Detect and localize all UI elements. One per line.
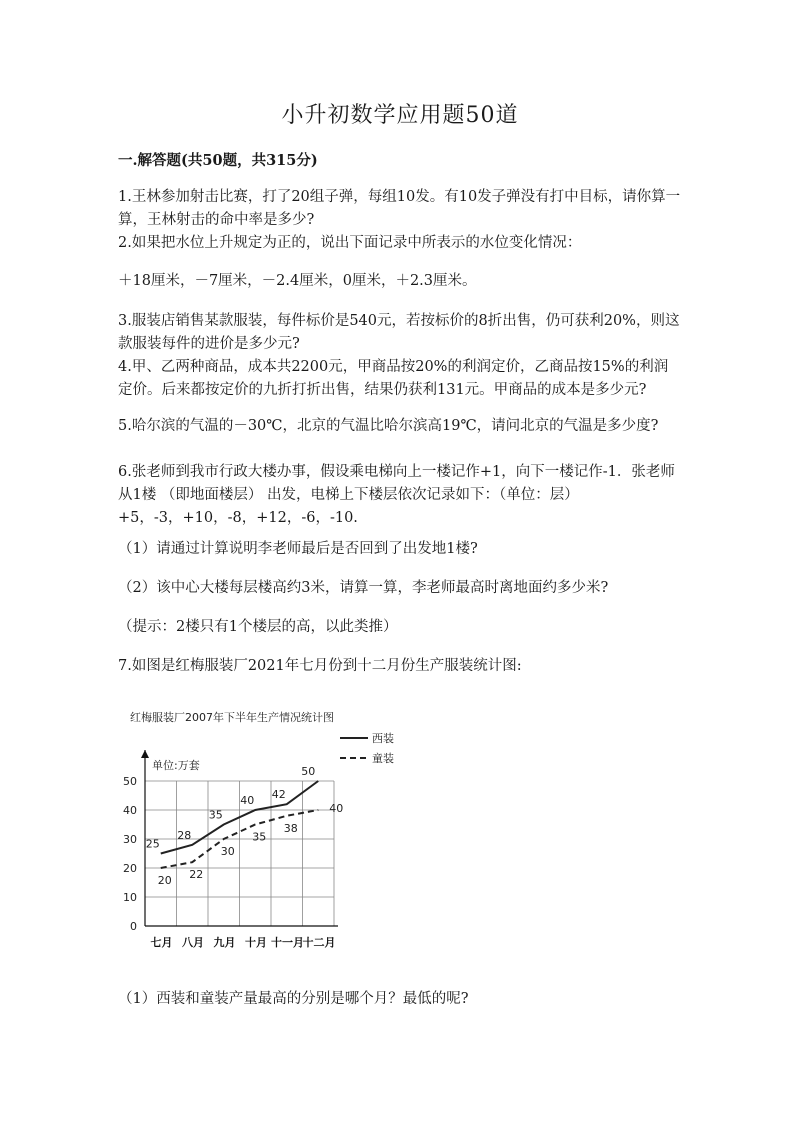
legend-label: 童装 [372,752,394,765]
chart-unit-label: 单位:万套 [152,759,200,772]
data-label: 50 [301,765,316,778]
data-label: 35 [252,830,267,844]
x-tick-label: 十二月 [302,936,336,949]
question-1: 1.王林参加射击比赛，打了20组子弹，每组10发。有10发子弹没有打中目标，请你算一算，王林射击的命中率是多少? [118,189,681,228]
question-7: 7.如图是红梅服装厂2021年七月份到十二月份生产服装统计图: [118,658,522,674]
y-tick-label: 0 [130,920,137,933]
data-label: 28 [177,828,192,842]
data-label: 30 [220,845,235,858]
data-label: 42 [271,788,286,802]
question-6-part-1: （1）请通过计算说明李老师最后是否回到了出发地1楼? [118,541,478,557]
y-tick-label: 50 [123,775,137,788]
question-6-hint: （提示：2楼只有1个楼层的高，以此类推） [118,619,398,635]
data-label: 40 [240,794,255,807]
data-label: 22 [189,868,204,882]
x-tick-label: 十月 [245,936,267,949]
data-label: 20 [157,874,172,887]
section-heading: 一.解答题(共50题，共315分) [118,152,318,169]
question-3: 3.服装店销售某款服装，每件标价是540元，若按标价的8折出售，仍可获利20%，则这款服装每件的进价是多少元? [118,313,680,352]
y-tick-label: 20 [123,862,137,875]
question-6: 6.张老师到我市行政大楼办事，假设乘电梯向上一楼记作+1，向下一楼记作-1．张老师从1楼 （即地面楼层） 出发，电梯上下楼层依次记录如下：（单位：层）+5，-3，+10，-8，+12，-6，-10. [118,464,675,526]
question-4: 4.甲、乙两种商品，成本共2200元，甲商品按20%的利润定价，乙商品按15%的利润定价。后来都按定价的九折打折出售，结果仍获利131元。甲商品的成本是多少元? [118,359,669,398]
question-2: 2.如果把水位上升规定为正的，说出下面记录中所表示的水位变化情况： [118,235,582,251]
page-title: 小升初数学应用题50道 [281,103,519,128]
chart-title: 红梅服装厂2007年下半年生产情况统计图 [130,711,334,724]
y-tick-label: 30 [123,833,137,846]
y-tick-label: 10 [123,891,137,904]
x-tick-label: 七月 [150,936,173,949]
question-7-part-1: （1）西装和童装产量最高的分别是哪个月？最低的呢? [118,991,469,1007]
data-label: 38 [283,821,298,835]
x-tick-label: 九月 [213,936,236,949]
y-axis-arrow [141,750,149,758]
data-label: 25 [145,837,160,851]
question-2-values: ＋18厘米，－7厘米，－2.4厘米，0厘米，＋2.3厘米。 [118,273,477,289]
x-tick-label: 十一月 [271,936,304,949]
x-tick-label: 八月 [182,936,204,949]
chart-svg [118,702,394,960]
question-6-part-2: （2）该中心大楼每层楼高约3米，请算一算，李老师最高时离地面约多少米? [118,580,609,596]
legend-label: 西装 [372,732,394,745]
question-5: 5.哈尔滨的气温的－30℃，北京的气温比哈尔滨高19℃，请问北京的气温是多少度? [118,418,659,434]
data-label: 40 [329,802,344,815]
production-line-chart [118,702,394,960]
data-label: 35 [208,808,223,822]
y-tick-label: 40 [123,804,137,817]
